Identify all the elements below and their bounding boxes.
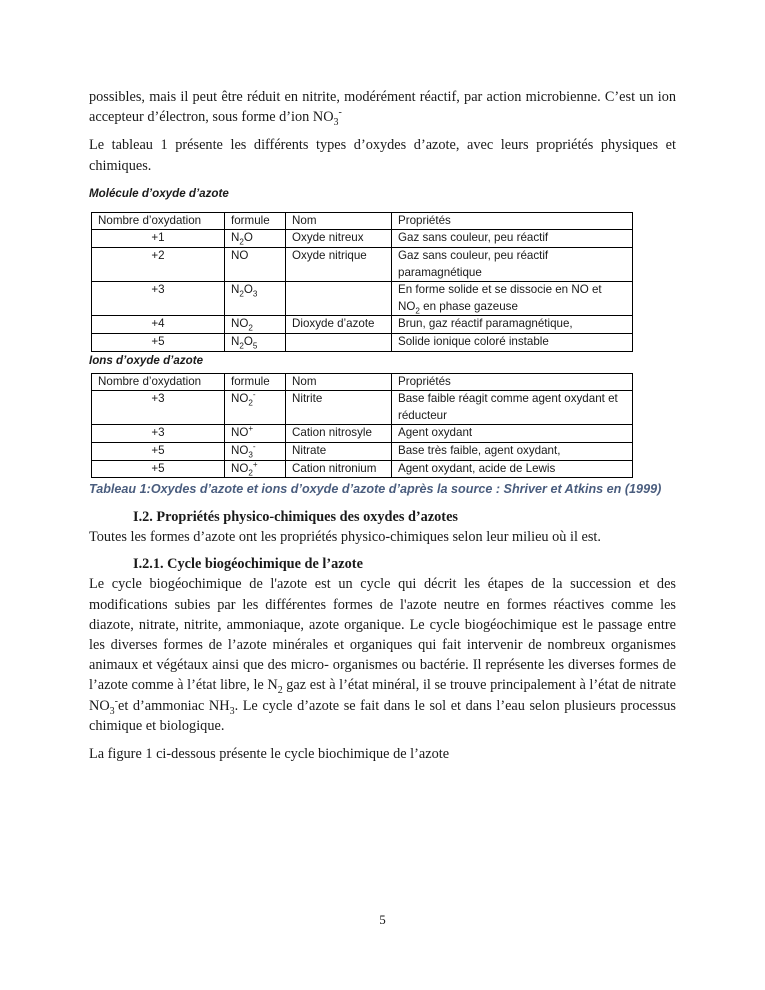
property-cell: Gaz sans couleur, peu réactif <box>392 230 633 248</box>
oxidation-cell: +3 <box>92 425 225 443</box>
property-cell: Base très faible, agent oxydant, <box>392 442 633 460</box>
intro-paragraph: possibles, mais il peut être réduit en nitrite, modérément réactif, par action microbienne. C’est un ion accepteur d’électron, sous forme d’ion $NO_3^-$ <box>89 89 676 129</box>
name-cell <box>286 282 392 316</box>
name-cell: Cation nitrosyle <box>286 425 392 443</box>
table1-title: Molécule d’oxyde d’azote <box>89 186 229 200</box>
name-cell: Cation nitronium <box>286 460 392 478</box>
name-cell: Oxyde nitrique <box>286 248 392 282</box>
table-row <box>92 425 633 443</box>
property-cell: Agent oxydant <box>392 425 633 443</box>
formula-cell: $N_2O_3$ <box>225 282 286 316</box>
header-cell: Nom <box>286 373 392 391</box>
oxidation-cell: +4 <box>92 316 225 334</box>
name-cell: Nitrate <box>286 442 392 460</box>
oxidation-cell: +5 <box>92 442 225 460</box>
section-paragraph: Toutes les formes d’azote ont les propriétés physico-chimiques selon leur milieu où il est. <box>89 529 601 546</box>
oxidation-cell: +5 <box>92 460 225 478</box>
figure-intro-paragraph: La figure 1 ci-dessous présente le cycle biochimique de l’azote <box>89 745 450 762</box>
table-caption: Tableau 1:Oxydes d’azote et ions d’oxyde d’azote d’après la source : Shriver et Atkins en (1999) <box>89 482 662 497</box>
table-row <box>92 230 633 248</box>
header-cell: Propriétés <box>392 373 633 391</box>
property-cell: Gaz sans couleur, peu réactif paramagnétique <box>392 248 633 282</box>
table-row <box>92 442 633 460</box>
name-cell: Dioxyde d’azote <box>286 316 392 334</box>
ions-table <box>91 373 633 479</box>
oxides-table <box>91 212 633 352</box>
property-cell: Solide ionique coloré instable <box>392 333 633 351</box>
formula-cell: $N_2O$ <box>225 230 286 248</box>
header-cell: Nombre d’oxydation <box>92 373 225 391</box>
name-cell <box>286 333 392 351</box>
header-cell: formule <box>225 373 286 391</box>
table-row <box>92 248 633 282</box>
formula-cell: $N_2O_5$ <box>225 333 286 351</box>
table-header-row <box>92 373 633 391</box>
table-row <box>92 460 633 478</box>
table-row <box>92 316 633 334</box>
section-heading: I.2. Propriétés physico-chimiques des oxydes d’azotes <box>133 509 458 526</box>
header-cell: Nombre d’oxydation <box>92 212 225 230</box>
header-cell: Nom <box>286 212 392 230</box>
property-cell: Brun, gaz réactif paramagnétique, <box>392 316 633 334</box>
formula-cell: $NO_2^-$ <box>225 391 286 425</box>
table2-title: Ions d’oxyde d’azote <box>89 353 204 367</box>
name-cell: Oxyde nitreux <box>286 230 392 248</box>
name-cell: Nitrite <box>286 391 392 425</box>
table-header-row <box>92 212 633 230</box>
property-cell: Agent oxydant, acide de Lewis <box>392 460 633 478</box>
cycle-paragraph: Le cycle biogéochimique de l'azote est un cycle qui décrit les étapes de la succession et des modifications subies par les différentes formes de l'azote neutre en formes réactives comme les diazote, nitrate, nitrite, ammoniaque, azote organique. Le cycle biogéochimique est le passage entre les diverses formes de l’azote minérales et organiques qui fait intervenir de nombreux organismes animaux et végétaux ainsi que des micro- organismes ou bactérie. Il représente les diverses formes de l’azote comme à l’état libre, le $N_2$ gaz est à l’état minéral, il se trouve principalement à l’état de nitrate $NO_3^-et$ d’ammoniac $NH_3$. Le cycle d’azote se fait dans le sol et dans l’eau selon plusieurs processus chimique et biologique. <box>89 576 676 734</box>
table-intro-paragraph: Le tableau 1 présente les différents types d’oxydes d’azote, avec leurs propriétés physiques et chimiques. <box>89 137 676 174</box>
formula-cell: NO <box>225 248 286 282</box>
document-page <box>89 87 676 764</box>
oxidation-cell: +5 <box>92 333 225 351</box>
table-row <box>92 282 633 316</box>
table-row <box>92 391 633 425</box>
header-cell: Propriétés <box>392 212 633 230</box>
oxidation-cell: +2 <box>92 248 225 282</box>
formula-cell: $NO_2^+$ <box>225 460 286 478</box>
formula-cell: NO+ <box>225 425 286 443</box>
property-cell: Base faible réagit comme agent oxydant et réducteur <box>392 391 633 425</box>
oxidation-cell: +1 <box>92 230 225 248</box>
formula-cell: $NO_2$ <box>225 316 286 334</box>
formula-cell: $NO_3^-$ <box>225 442 286 460</box>
property-cell: En forme solide et se dissocie en NO et $NO_2$ en phase gazeuse <box>392 282 633 316</box>
oxidation-cell: +3 <box>92 391 225 425</box>
table-row <box>92 333 633 351</box>
header-cell: formule <box>225 212 286 230</box>
oxidation-cell: +3 <box>92 282 225 316</box>
page-number: 5 <box>379 912 386 927</box>
subsection-heading: I.2.1. Cycle biogéochimique de l’azote <box>133 556 363 573</box>
